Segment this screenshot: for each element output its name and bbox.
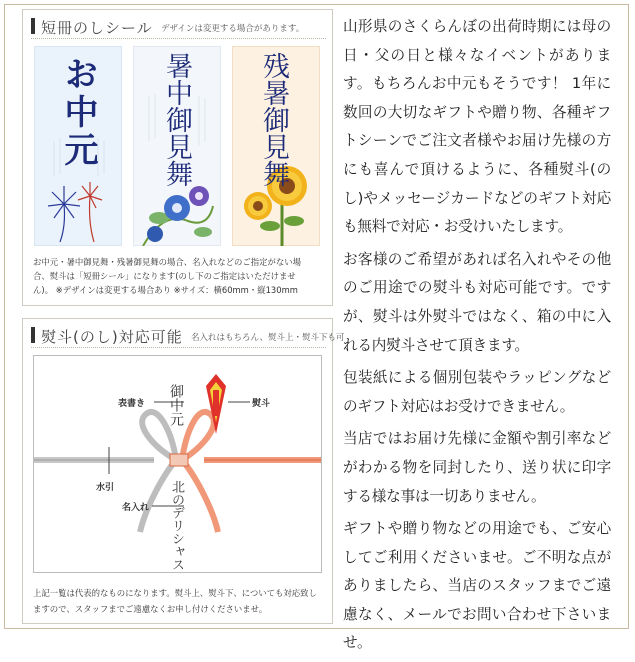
noshi-ornament-icon — [206, 374, 226, 434]
card-text-shochu: 暑中御見舞 — [161, 52, 192, 187]
note-line: 上記一覧は代表的なものになります。熨斗上、熨斗下、についても対応致し — [33, 588, 317, 598]
label-noshi: 熨斗 — [252, 399, 271, 409]
panel-subtitle: デザインは変更する場合があります。 — [161, 24, 305, 34]
title-bar-marker — [31, 327, 35, 343]
noshi-panel — [22, 318, 345, 624]
label-omotegaki: 表書き — [118, 399, 146, 409]
label-naire: 名入れ — [122, 503, 150, 513]
card-text-zansho: 残暑御見舞 — [258, 52, 289, 187]
panel-title-row — [31, 325, 345, 348]
caption-line: 合、熨斗は「短冊シール」になります(のし下のご指定はいただけませ — [33, 271, 296, 281]
naire-text: 北のデリシャス — [169, 480, 184, 571]
omotegaki-text: 御中元 — [168, 384, 184, 426]
card-zansho-mimai — [232, 46, 320, 246]
card-ochugen — [34, 46, 122, 246]
info-paragraph: 当店ではお届け先様に金額や割引率などがわかる物を同封したり、送り状に印字する様な事は一切ありません。 — [343, 430, 611, 505]
panel-title: 短冊のしシール — [41, 19, 153, 37]
title-bar-marker — [31, 18, 35, 34]
panel-subtitle: 名入れはもちろん、熨斗上・熨斗下も可 — [191, 333, 345, 343]
gift-info-text — [343, 13, 611, 662]
panel-title-row — [31, 16, 326, 39]
noshi-note — [33, 585, 325, 617]
card-text-ochugen: お中元 — [58, 56, 98, 170]
note-line: ますので、スタッフまでご遠慮なくお申し付けくださいませ。 — [33, 604, 268, 614]
tanzaku-sticker-panel — [22, 9, 333, 306]
card-shochu-mimai — [133, 46, 221, 246]
info-paragraph: 山形県のさくらんぼの出荷時期には母の日・父の日と様々なイベントがあります。もちろんお中元もそうです！ 1年に数回の大切なギフトや贈り物、各種ギフトシーンでご注文者様やお届け先様の方にも喜んで頂けるように、各種熨斗(のし)やメッセージカードなどのギフト対応も無料で対応・お受けいたします。 — [343, 18, 611, 236]
noshi-diagram — [33, 355, 322, 573]
label-mizuhiki: 水引 — [96, 483, 115, 493]
info-paragraph: お客様のご希望があれば名入れやその他のご用途での熨斗も対応可能です。ですが、熨斗は外熨斗ではなく、箱の中に入れる内熨斗させて頂きます。 — [343, 250, 611, 354]
info-paragraph: ギフトや贈り物などの用途でも、ご安心してご利用くださいませ。ご不明な点がありましたら、当店のスタッフまでご遠慮なく、メールでお問い合わせ下さいませ。 — [343, 520, 611, 652]
panel-title: 熨斗(のし)対応可能 — [41, 328, 183, 346]
info-paragraph: 包装紙による個別包装やラッピングなどのギフト対応はお受けできません。 — [343, 369, 611, 415]
caption-line: ん)。 ※デザインは変更する場合あり ※サイズ：横60mm・縦130mm — [33, 285, 298, 295]
tanzaku-caption — [33, 255, 325, 297]
caption-line: お中元・暑中御見舞・残暑御見舞の場合、名入れなどのご指定がない場 — [33, 257, 301, 267]
